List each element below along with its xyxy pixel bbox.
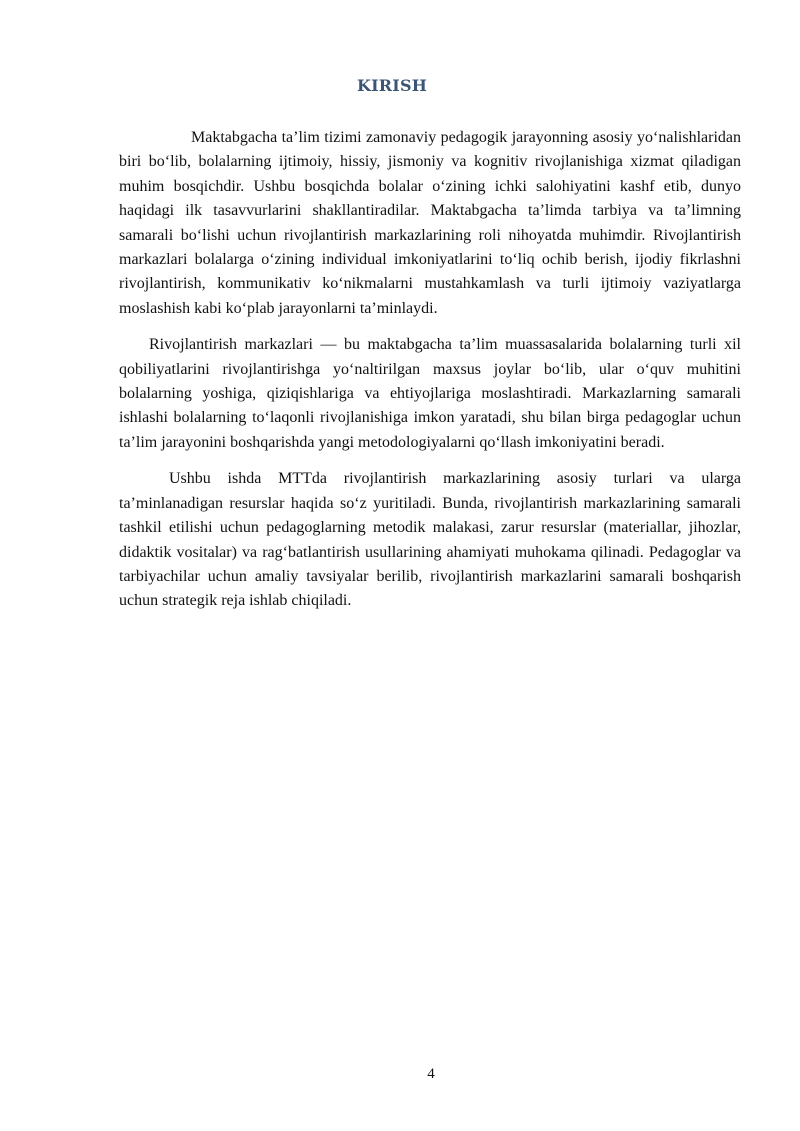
paragraph-intro: Maktabgacha ta’lim tizimi zamonaviy pedagogik jarayonning asosiy yo‘nalishlaridan biri bo‘lib, bolalarning ijtimoiy, hissiy, jismoniy va kognitiv rivojlanishiga xizmat qiladigan muhim bosqichdir. Ushbu bosqichda bolalar o‘zining ichki salohiyatini kashf etib, dunyo haqidagi ilk tasavvurlarini shakllantiradilar. Maktabgacha ta’limda tarbiya va ta’limning samarali bo‘lishi uchun rivojlantirish markazlarining roli nihoyatda muhimdir. Rivojlantirish markazlari bolalarga o‘zining individual imkoniyatlarini to‘liq ochib berish, ijodiy fikrlashni rivojlantirish, kommunikativ ko‘nikmalarni mustahkamlash va turli ijtimoiy vaziyatlarga moslashish kabi ko‘plab jarayonlarni ta’minlaydi. (119, 129, 741, 317)
paragraph-scope: Ushbu ishda MTTda rivojlantirish markazlarining asosiy turlari va ularga ta’minlanadigan resurslar haqida so‘z yuritiladi. Bunda, rivojlantirish markazlarining samarali tashkil etilishi uchun pedagoglarning metodik malakasi, zarur resurslar (materiallar, jihozlar, didaktik vositalar) va rag‘batlantirish usullarining ahamiyati muhokama qilinadi. Pedagoglar va tarbiyachilar uchun amaliy tavsiyalar berilib, rivojlantirish markazlarini samarali boshqarish uchun strategik reja ishlab chiqiladi. (119, 470, 741, 610)
paragraph-centers: Rivojlantirish markazlari — bu maktabgacha ta’lim muassasalarida bolalarning turli xil qobiliyatlarini rivojlantirishga yo‘naltirilgan maxsus joylar bo‘lib, ular o‘quv muhitini bolalarning yoshiga, qiziqishlariga va ehtiyojlariga moslashtiradi. Markazlarning samarali ishlashi bolalarning to‘laqonli rivojlanishiga imkon yaratadi, shu bilan birga pedagoglar uchun ta’lim jarayonini boshqarishda yangi metodologiyalarni qo‘llash imkoniyatini beradi. (119, 336, 741, 451)
section-heading: KIRISH (356, 76, 428, 95)
body-text (119, 126, 741, 626)
page-number: 4 (427, 1066, 435, 1082)
